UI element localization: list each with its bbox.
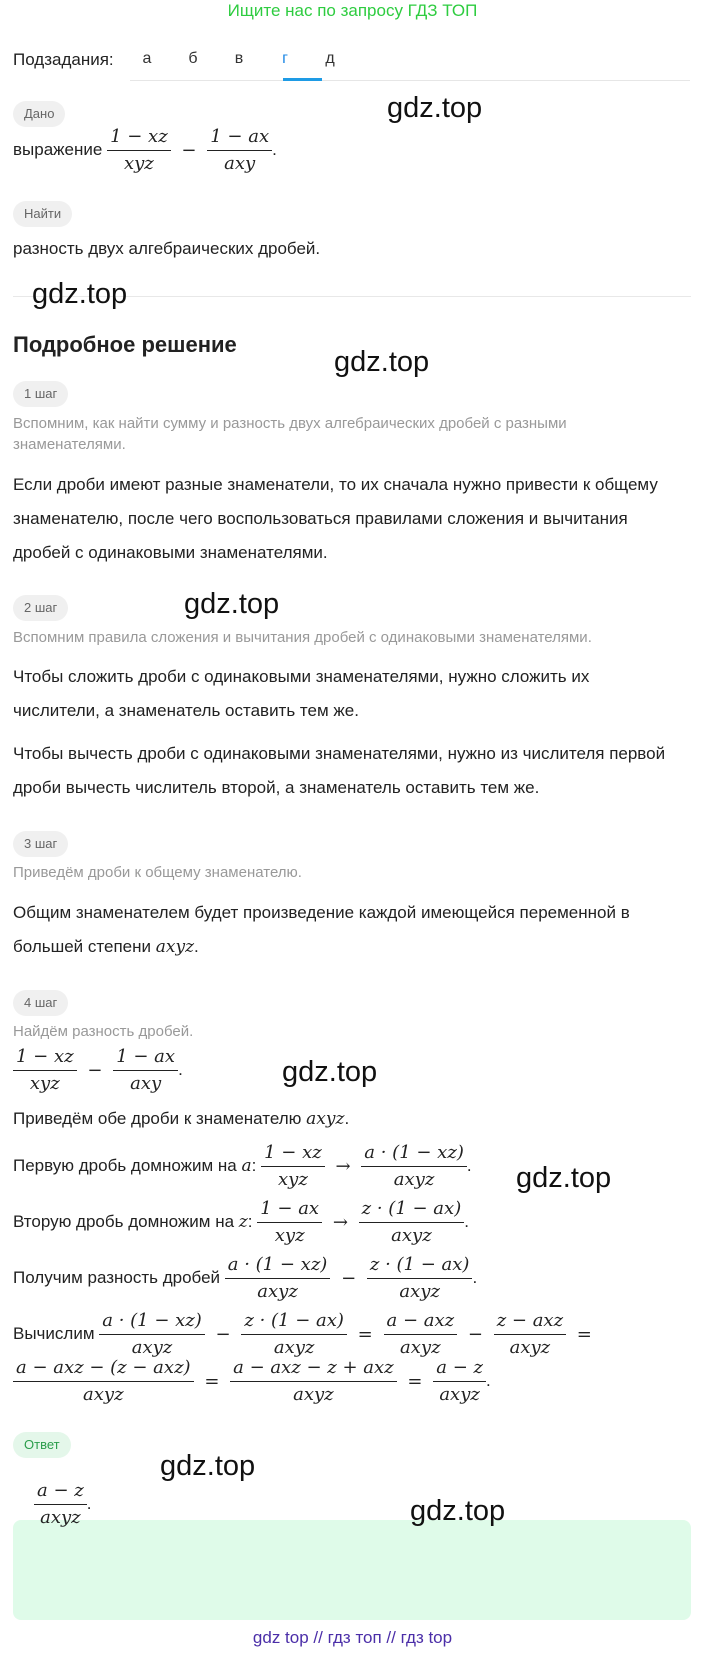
active-tab-indicator [283,78,322,81]
step2-badge: 2 шаг [13,595,68,621]
first-multiply: Первую дробь домножим на a: $\frac{1 - xz}{\text{xyz}}$ → $\frac{a \cdot (1 - xz)}{\text{axyz}}$ . [13,1142,472,1190]
step2-hint: Вспомним правила сложения и вычитания дробей с одинаковыми знаменателями. [13,629,592,646]
fraction: $\frac{\text{z − axz}}{\text{axyz}}$ [494,1310,566,1359]
watermark: gdz.top [516,1162,612,1194]
watermark: gdz.top [160,1450,256,1482]
fraction: $\frac{z \cdot (1 - ax)}{\text{axyz}}$ [359,1198,465,1247]
answer-value: $\frac{a - z}{\text{axyz}}$ . [34,1480,91,1529]
tab-b[interactable]: б [188,50,198,67]
fraction: $\frac{1 - ax}{\text{axy}}$ [207,126,272,175]
given-badge: Дано [13,101,65,127]
tab-d[interactable]: д [325,50,335,67]
bring-text: Приведём обе дроби к знаменателю axyz. [13,1109,350,1129]
answer-badge: Ответ [13,1432,71,1458]
footer-links[interactable]: gdz top // гдз топ // гдз top [252,1628,453,1647]
fraction: $\frac{1 - ax}{\text{xyz}}$ [257,1198,322,1247]
fraction: $\frac{a \cdot (1 - xz)}{\text{axyz}}$ [225,1254,331,1303]
fraction: $\frac{z \cdot (1 - ax)}{\text{axyz}}$ [367,1254,473,1303]
arrow-icon: → [332,1211,348,1233]
fraction: $\frac{\text{a − axz}}{\text{axyz}}$ [384,1310,458,1359]
step4-hint: Найдём разность дробей. [13,1023,194,1040]
second-multiply: Вторую дробь домножим на z: $\frac{1 - ax}{\text{xyz}}$ → $\frac{z \cdot (1 - ax)}{\text{axyz}}$ . [13,1198,469,1246]
fraction: $\frac{z \cdot (1 - ax)}{\text{axyz}}$ [241,1310,347,1359]
fraction: $\frac{a - z}{\text{axyz}}$ [433,1357,486,1406]
step1-badge: 1 шаг [13,381,68,407]
watermark: gdz.top [387,92,483,124]
fraction: $\frac{1 - xz}{\text{xyz}}$ [261,1142,325,1191]
answer-box [13,1520,691,1620]
step3-badge: 3 шаг [13,831,68,857]
find-text: разность двух алгебраических дробей. [13,239,321,258]
step2-text1: Чтобы сложить дроби с одинаковыми знаменателями, нужно сложить их числители, а знаменатель оставить тем же. [13,667,590,720]
find-badge: Найти [13,201,72,227]
fraction: $\frac{a \cdot (1 - xz)}{\text{axyz}}$ [99,1310,205,1359]
tabs-divider [130,80,690,81]
fraction: $\frac{a \cdot (1 - xz)}{\text{axyz}}$ [361,1142,467,1191]
tab-a[interactable]: а [142,50,152,67]
watermark: gdz.top [282,1056,378,1088]
watermark: gdz.top [32,278,128,310]
watermark: gdz.top [410,1495,506,1527]
given-expression: выражение $\frac{1 - xz}{\text{xyz}}$ − $\frac{1 - ax}{\text{axy}}$ . [13,126,277,174]
arrow-icon: → [335,1155,351,1177]
step4-expression: $\frac{1 - xz}{\text{xyz}}$ − $\frac{1 - ax}{\text{axy}}$ . [13,1046,183,1095]
step4-badge: 4 шаг [13,990,68,1016]
subtasks-label: Подзадания: [13,50,114,69]
step3-hint: Приведём дроби к общему знаменателю. [13,864,302,881]
step3-text: Общим знаменателем будет произведение каждой имеющейся переменной в большей степени axyz. [13,903,630,957]
fraction: $\frac{\text{a − axz − (z − axz)}}{\text{axyz}}$ [13,1357,194,1406]
fraction: $\frac{1 - xz}{\text{xyz}}$ [107,126,171,175]
math-axyz: axyz [155,937,195,957]
step2-text2: Чтобы вычесть дроби с одинаковыми знаменателями, нужно из числителя первой дроби вычесть числитель второй, а знаменатель оставить тем же. [13,744,666,797]
get-difference: Получим разность дробей $\frac{a \cdot (1 - xz)}{\text{axyz}}$ − $\frac{z \cdot (1 - ax)}{\text{axyz}}$ . [13,1254,478,1302]
given-prefix: выражение [13,139,103,159]
watermark: gdz.top [184,588,280,620]
watermark: gdz.top [334,346,430,378]
step1-hint: Вспомним, как найти сумму и разность двух алгебраических дробей с разными знаменателями. [13,415,567,453]
tab-g[interactable]: г [282,50,288,67]
solution-title: Подробное решение [13,332,237,357]
fraction: $\frac{\text{a − axz − z + axz}}{\text{axyz}}$ [230,1357,397,1406]
step1-text: Если дроби имеют разные знаменатели, то их сначала нужно привести к общему знаменателю, после чего воспользоваться правилами сложения и вычитания дробей с одинаковыми знаменателями. [13,475,658,562]
fraction: $\frac{1 - ax}{\text{axy}}$ [113,1046,178,1095]
compute-line1: Вычислим $\frac{a \cdot (1 - xz)}{\text{axyz}}$ − $\frac{z \cdot (1 - ax)}{\text{axyz}}$ = $\frac{\text{a − axz}}{\text{axyz}}$ − $\frac{\text{z − axz}}{\text{axyz}}$ = [13,1310,592,1358]
compute-line2: $\frac{\text{a − axz − (z − axz)}}{\text{axyz}}$ = $\frac{\text{a − axz − z + axz}}{\text{axyz}}$ = $\frac{a - z}{\text{axyz}}$ . [13,1357,491,1406]
tab-v[interactable]: в [234,50,244,67]
search-hint[interactable]: Ищите нас по запросу ГДЗ ТОП [227,1,478,20]
fraction: $\frac{1 - xz}{\text{xyz}}$ [13,1046,77,1095]
fraction: $\frac{a - z}{\text{axyz}}$ [34,1480,87,1529]
